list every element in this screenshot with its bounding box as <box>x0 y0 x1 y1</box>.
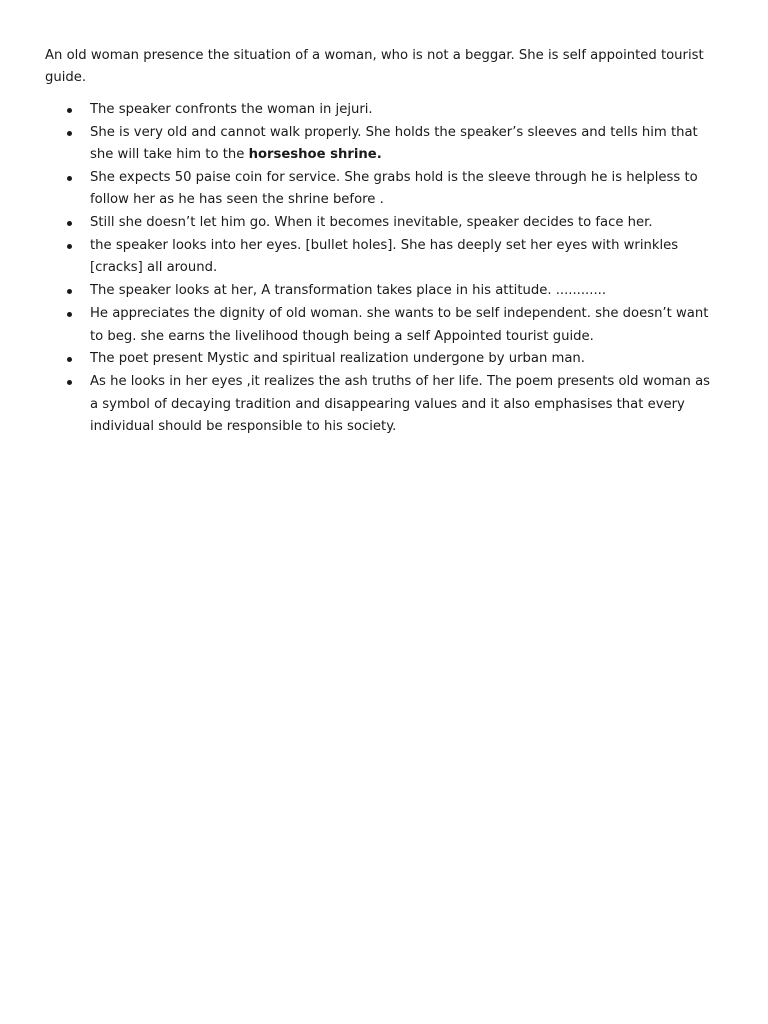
list-item <box>45 235 720 280</box>
list-item-text: As he looks in her eyes ,it realizes the ash truths of her life. The poem presents old woman as a symbol of decaying tradition and disappearing values and it also emphasises that every individual should be responsible to his society. <box>90 374 711 434</box>
list-item <box>45 212 720 234</box>
list-item-text: The speaker confronts the woman in jejuri. <box>90 102 373 117</box>
bullet-icon <box>67 312 72 317</box>
list-item <box>45 122 720 167</box>
list-item-text: Still she doesn’t let him go. When it becomes inevitable, speaker decides to face her. <box>90 215 653 231</box>
bullet-icon <box>67 176 72 181</box>
list-item <box>45 280 720 302</box>
list-item-text: He appreciates the dignity of old woman. she wants to be self independent. she doesn’t want to beg. she earns the livelihood though being a self Appointed tourist guide. <box>90 306 709 344</box>
bullet-icon <box>67 380 72 385</box>
list-item <box>45 99 720 121</box>
list-item-text: the speaker looks into her eyes. [bullet holes]. She has deeply set her eyes with wrinkles [cracks] all around. <box>90 238 679 276</box>
list-item <box>45 371 720 438</box>
list-item-text: The speaker looks at her, A transformation takes place in his attitude. ............ <box>90 283 607 299</box>
intro-paragraph: An old woman presence the situation of a woman, who is not a beggar. She is self appointed tourist guide. <box>45 48 704 85</box>
list-item <box>45 303 720 348</box>
bullet-icon <box>67 289 72 294</box>
bullet-icon <box>67 108 72 113</box>
bullet-icon <box>67 131 72 136</box>
list-item-text: The poet present Mystic and spiritual realization undergone by urban man. <box>90 351 585 367</box>
bullet-list <box>45 99 720 438</box>
list-item-bold-text: horseshoe shrine. <box>248 147 382 163</box>
bullet-icon <box>67 357 72 362</box>
list-item <box>45 167 720 212</box>
list-item-text: She expects 50 paise coin for service. She grabs hold is the sleeve through he is helpless to follow her as he has seen the shrine before . <box>90 170 698 208</box>
bullet-icon <box>67 221 72 226</box>
list-item <box>45 348 720 370</box>
list-item-text: She is very old and cannot walk properly. She holds the speaker’s sleeves and tells him that she will take him to the <box>90 124 698 163</box>
bullet-icon <box>67 244 72 249</box>
